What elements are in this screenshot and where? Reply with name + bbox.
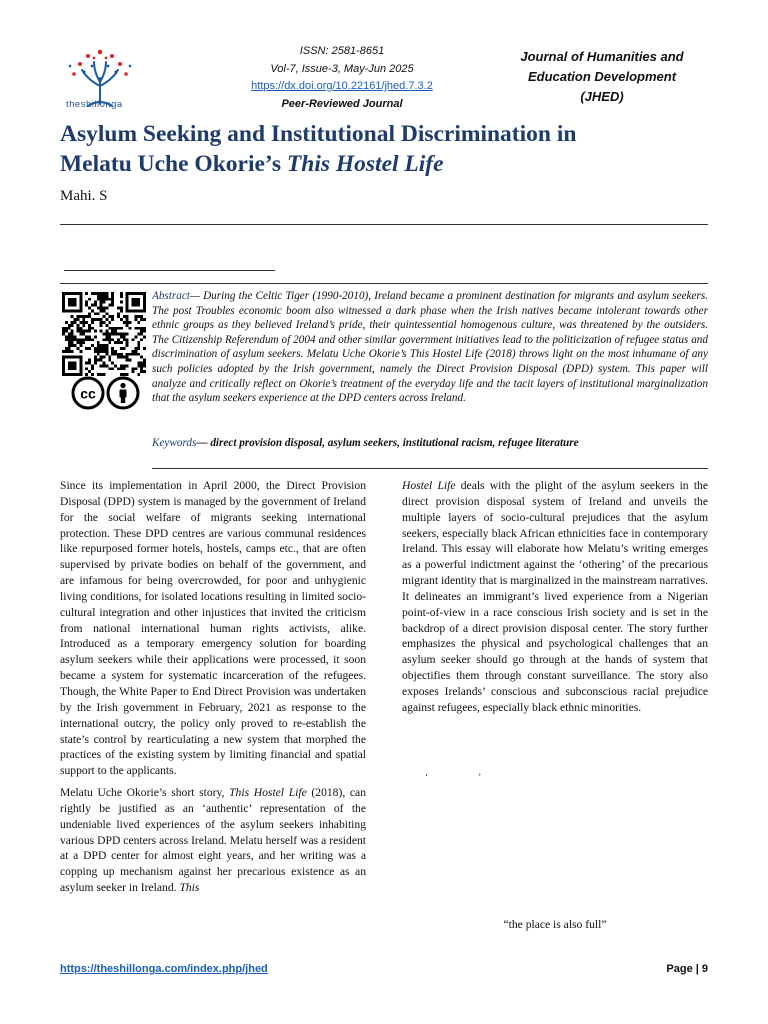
abstract bbox=[152, 289, 708, 406]
quote-marks: ‘ ’ bbox=[425, 772, 506, 782]
logo-text: theshillonga bbox=[66, 99, 123, 110]
footer-journal-link[interactable]: https://theshillonga.com/index.php/jhed bbox=[60, 963, 268, 975]
keywords-text: — direct provision disposal, asylum seekers, institutional racism, refugee literature bbox=[196, 437, 579, 449]
issn: ISSN: 2581-8651 bbox=[299, 45, 385, 57]
cc-by-license-icon bbox=[71, 376, 141, 410]
peer-reviewed-label: Peer-Reviewed Journal bbox=[281, 97, 403, 110]
journal-name bbox=[488, 47, 716, 107]
body-column-right bbox=[402, 478, 708, 722]
article-title bbox=[60, 119, 720, 179]
journal-meta bbox=[222, 43, 462, 113]
body-paragraph: Since its implementation in April 2000, the Direct Provision Disposal (DPD) system is managed by the government of Ireland for the social welfare of migrants seeking international protection. These DPD centres are various communal residences like repurposed former hotels, hostels, camps etc., that are often supervised by private bodies on behalf of the government, and are infamous for being overcrowded, for poor and unhygienic living conditions, for isolated locations resulting in limited socio-cultural integration and other injustices that invited the criticism from national international human rights activists, alike. Introduced as a temporary emergency solution for boarding asylum seekers while their applications were processed, it soon became a system for systematic incarceration of the refugees. Though, the White Paper to End Direct Provision was undertaken by the Irish government in February, 2021 as response to the international outcry, the policy only proved to re-establish the state’s control by rearticulating a new system that morphed the practices of the existing system by limiting financial and spatial support to the applicants. bbox=[60, 479, 366, 778]
doi-link[interactable]: https://dx.doi.org/10.22161/jhed.7.3.2 bbox=[251, 80, 433, 92]
figure-caption: “the place is also full” bbox=[503, 918, 607, 931]
title-work: This Hostel Life bbox=[286, 151, 444, 177]
author-name: Mahi. S bbox=[60, 188, 108, 204]
journal-name-line1: Journal of Humanities and bbox=[520, 49, 684, 64]
keywords bbox=[152, 437, 708, 449]
body-paragraph: Melatu Uche Okorie’s short story, This Hostel Life (2018), can rightly be justified as an ‘authentic’ representation of the undeniable lived experiences of the asylum seekers inhabiting various DPD centers across Ireland. Melatu herself was a resident at a DPD center for almost eight years, and her writing was a copping up mechanism against her precarious existence as an asylum seeker in Ireland. This bbox=[60, 786, 366, 895]
body-column-left bbox=[60, 478, 366, 902]
title-line1: Asylum Seeking and Institutional Discrimination in bbox=[60, 121, 577, 147]
page-number: Page | 9 bbox=[666, 963, 708, 975]
divider-abstract-bottom bbox=[152, 468, 708, 469]
abstract-label: Abstract bbox=[152, 290, 190, 302]
journal-abbr: (JHED) bbox=[580, 89, 624, 104]
divider-short bbox=[64, 270, 275, 271]
qr-code bbox=[62, 292, 146, 376]
title-line2: Melatu Uche Okorie’s bbox=[60, 151, 287, 177]
journal-name-line2: Education Development bbox=[527, 69, 677, 84]
divider-author bbox=[60, 224, 708, 225]
svg-text:cc: cc bbox=[80, 385, 96, 402]
keywords-label: Keywords bbox=[152, 437, 197, 449]
divider-abstract-top bbox=[60, 283, 708, 284]
volume-issue: Vol-7, Issue-3, May-Jun 2025 bbox=[270, 62, 414, 75]
body-paragraph: Hostel Life deals with the plight of the asylum seekers in the direct provision disposal system of Ireland and unveils the multiple layers of socio-cultural prejudices that the asylum seekers, especially black African ethnicities face in contemporary Ireland. This essay will elaborate how Melatu’s writing emerges as a powerful indictment against the ‘othering’ of the precarious migrant identity that is marginalized in the mainstream narratives. It delineates an immigrant’s lived experience from a Nigerian point-of-view in a race conscious Irish society and is set in the backdrop of a direct provision disposal center. The story further emphasizes the physical and psychological challenges that an asylum seeker should go through at the hands of system that objectifies them through constant surveillance. The story also exposes Irelands’ conscious and subconscious racial prejudice against refugees, especially black ethnic minorities. bbox=[402, 479, 708, 714]
abstract-text: — During the Celtic Tiger (1990-2010), Ireland became a prominent destination for migrants and asylum seekers. The post Troubles economic boom also witnessed a dark phase when the Irish natives became intolerant towards other ethnic groups as they believed Ireland’s pride, their quintessential homogenous culture, was threatened by the outsiders. The Citizenship Referendum of 2004 and other similar government initiatives lead to the politicization of refugee status and discrimination of asylum seekers. Melatu Uche Okorie’s This Hostel Life (2018) throws light on the most inhumane of any such policies adopted by the Irish government, namely the Direct Provision Disposal (DPD) system. This paper will analyze and critically reflect on Okorie’s treatment of the everyday life and the tacit layers of institutional marginalization that the asylum seekers experience at the DPD centers across Ireland. bbox=[152, 290, 708, 405]
